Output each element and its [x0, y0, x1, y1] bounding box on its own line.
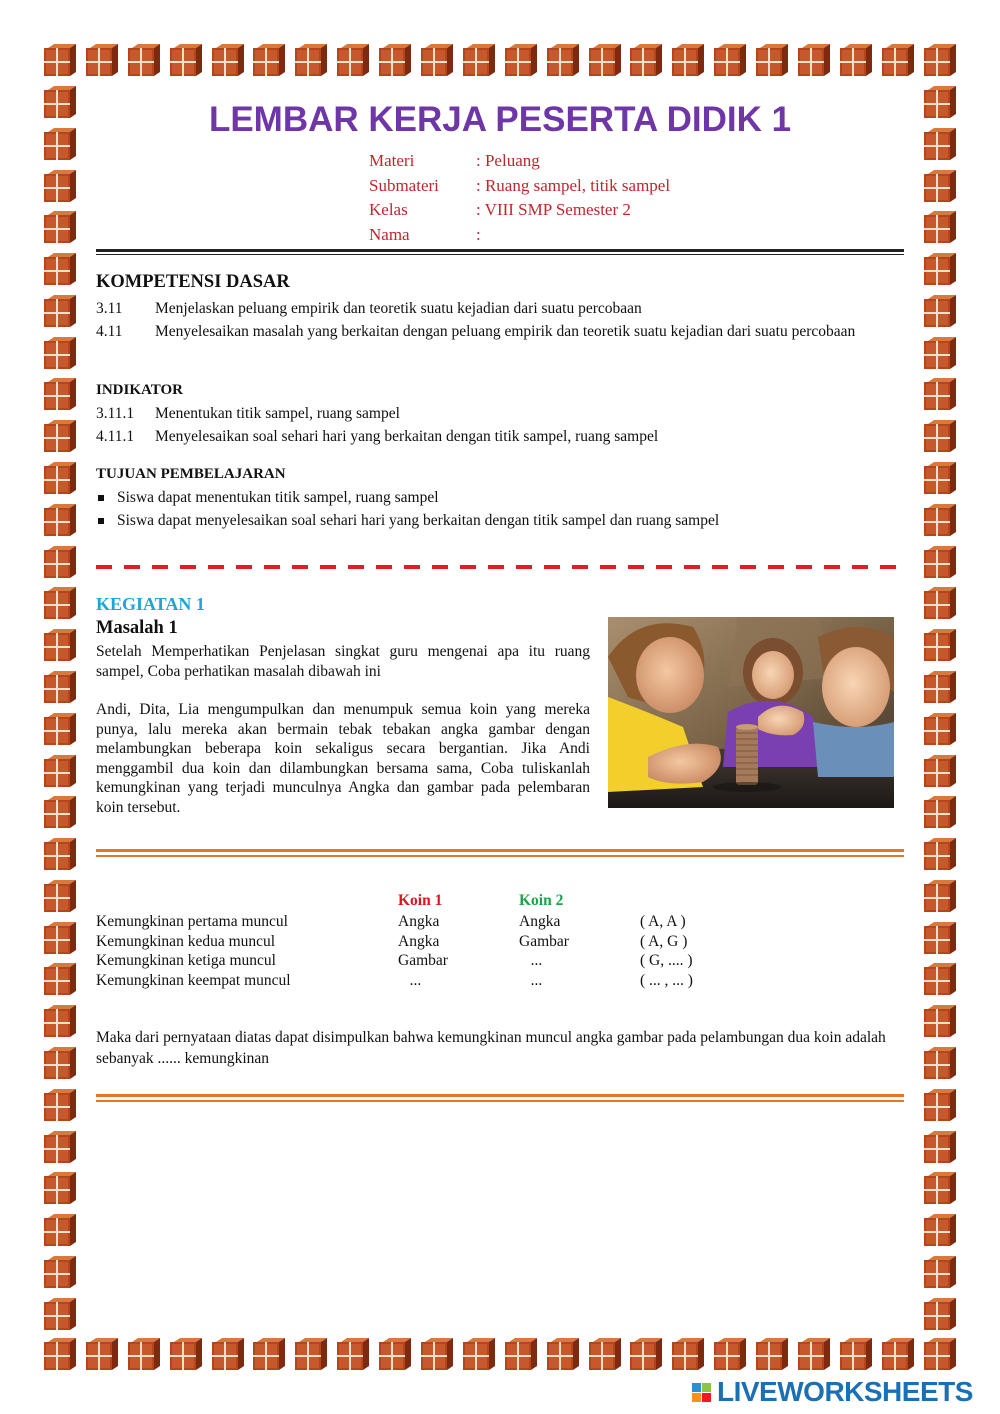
crate-border-icon — [44, 1298, 76, 1330]
koin1-value: Angka — [398, 932, 440, 950]
crate-border-icon — [924, 211, 956, 243]
crate-border-icon — [924, 1047, 956, 1079]
crate-border-icon — [44, 420, 76, 452]
crate-border-icon — [924, 504, 956, 536]
meta-row-submateri — [369, 174, 670, 199]
crate-border-icon — [714, 1338, 746, 1370]
kompetensi-item — [96, 298, 904, 321]
crate-border-icon — [44, 170, 76, 202]
crate-border-icon — [924, 1089, 956, 1121]
crate-border-icon — [253, 1338, 285, 1370]
crate-border-icon — [44, 880, 76, 912]
crate-border-icon — [505, 44, 537, 76]
crate-border-icon — [505, 1338, 537, 1370]
crate-border-icon — [924, 253, 956, 285]
orange-divider — [96, 849, 904, 857]
liveworksheets-logo-icon — [692, 1383, 711, 1402]
crate-border-icon — [924, 1256, 956, 1288]
kompetensi-heading: KOMPETENSI DASAR — [96, 272, 290, 292]
crate-border-icon — [672, 1338, 704, 1370]
koin2-value: Gambar — [519, 932, 569, 950]
crate-border-icon — [44, 1047, 76, 1079]
crate-border-icon — [924, 671, 956, 703]
bullet-icon — [98, 495, 104, 501]
crate-border-icon — [44, 1214, 76, 1246]
crate-border-icon — [44, 1089, 76, 1121]
koin2-blank[interactable]: ... — [519, 952, 543, 969]
crate-border-icon — [44, 671, 76, 703]
crate-border-icon — [44, 629, 76, 661]
crate-border-icon — [924, 1172, 956, 1204]
crate-border-icon — [714, 44, 746, 76]
crate-border-icon — [295, 1338, 327, 1370]
crate-border-icon — [924, 1338, 956, 1370]
row-label: Kemungkinan pertama muncul — [96, 913, 288, 930]
koin1-header: Koin 1 — [398, 892, 443, 909]
crate-border-icon — [44, 546, 76, 578]
meta-block — [369, 149, 670, 247]
crate-border-icon — [44, 922, 76, 954]
bullet-icon — [98, 518, 104, 524]
crate-border-icon — [44, 44, 76, 76]
crate-border-icon — [547, 44, 579, 76]
meta-value: : Peluang — [476, 151, 540, 170]
outcome-pair: ( A, A ) — [640, 913, 686, 930]
tujuan-text: Siswa dapat menentukan titik sampel, ruang sampel — [117, 489, 439, 506]
kegiatan-heading: KEGIATAN 1 — [96, 594, 205, 614]
crate-border-icon — [44, 587, 76, 619]
right-crate-border — [924, 86, 956, 1330]
crate-border-icon — [589, 1338, 621, 1370]
tujuan-text: Siswa dapat menyelesaikan soal sehari hari yang berkaitan dengan titik sampel dan ruang sampel — [117, 511, 720, 529]
crate-border-icon — [44, 1131, 76, 1163]
kompetensi-list — [96, 298, 904, 343]
outcome-pair-blank[interactable]: ( G, .... ) — [640, 952, 693, 969]
crate-border-icon — [924, 420, 956, 452]
liveworksheets-watermark — [692, 1376, 973, 1408]
kompetensi-number: 4.11 — [96, 322, 123, 340]
tujuan-item — [96, 487, 719, 510]
meta-value: : Ruang sampel, titik sampel — [476, 175, 671, 195]
table-row — [96, 932, 720, 952]
crate-border-icon — [86, 44, 118, 76]
crate-border-icon — [924, 838, 956, 870]
kompetensi-text: Menjelaskan peluang empirik dan teoretik suatu kejadian dari suatu percobaan — [155, 300, 642, 317]
table-row — [96, 971, 720, 991]
crate-border-icon — [421, 1338, 453, 1370]
crate-border-icon — [672, 44, 704, 76]
crate-border-icon — [44, 378, 76, 410]
crate-border-icon — [924, 378, 956, 410]
koin1-value: Angka — [398, 913, 440, 930]
crate-border-icon — [924, 44, 956, 76]
tujuan-item — [96, 510, 719, 533]
crate-border-icon — [630, 1338, 662, 1370]
crate-border-icon — [44, 1172, 76, 1204]
crate-border-icon — [44, 504, 76, 536]
meta-key: Kelas — [369, 200, 408, 219]
kompetensi-text: Menyelesaikan masalah yang berkaitan dengan peluang empirik dan teoretik suatu kejadian dari suatu percobaan — [155, 322, 856, 340]
meta-value: : — [476, 224, 481, 244]
crate-border-icon — [463, 1338, 495, 1370]
crate-border-icon — [253, 44, 285, 76]
crate-border-icon — [170, 1338, 202, 1370]
crate-border-icon — [924, 1005, 956, 1037]
crate-border-icon — [589, 44, 621, 76]
crate-border-icon — [44, 211, 76, 243]
indikator-text: Menyelesaikan soal sehari hari yang berkaitan dengan titik sampel, ruang sampel — [155, 427, 659, 445]
children-coins-photo — [608, 617, 894, 808]
crate-border-icon — [840, 1338, 872, 1370]
crate-border-icon — [924, 170, 956, 202]
meta-value: : VIII SMP Semester 2 — [476, 200, 631, 219]
crate-border-icon — [798, 44, 830, 76]
dashed-divider — [96, 565, 904, 569]
indikator-number: 3.11.1 — [96, 405, 135, 422]
koin1-blank[interactable]: ... — [398, 971, 422, 989]
koin1-value: Gambar — [398, 952, 448, 969]
table-row — [96, 951, 720, 971]
top-crate-border — [44, 44, 956, 76]
crate-border-icon — [128, 44, 160, 76]
crate-border-icon — [44, 253, 76, 285]
crate-border-icon — [379, 1338, 411, 1370]
koin2-header: Koin 2 — [519, 892, 564, 909]
indikator-heading: INDIKATOR — [96, 382, 183, 398]
left-crate-border — [44, 86, 76, 1330]
crate-border-icon — [924, 796, 956, 828]
crate-border-icon — [547, 1338, 579, 1370]
crate-border-icon — [924, 629, 956, 661]
indikator-text: Menentukan titik sampel, ruang sampel — [155, 405, 400, 422]
crate-border-icon — [798, 1338, 830, 1370]
crate-border-icon — [44, 1005, 76, 1037]
crate-border-icon — [924, 1214, 956, 1246]
outcome-pair: ( A, G ) — [640, 932, 688, 950]
crate-border-icon — [840, 44, 872, 76]
crate-border-icon — [44, 295, 76, 327]
crate-border-icon — [421, 44, 453, 76]
crate-border-icon — [924, 880, 956, 912]
kegiatan-intro: Setelah Memperhatikan Penjelasan singkat guru mengenai apa itu ruang sampel, Coba perhatikan masalah dibawah ini — [96, 643, 590, 680]
tujuan-list — [96, 487, 719, 532]
crate-border-icon — [924, 963, 956, 995]
crate-border-icon — [379, 44, 411, 76]
crate-border-icon — [756, 1338, 788, 1370]
crate-border-icon — [882, 1338, 914, 1370]
crate-border-icon — [44, 713, 76, 745]
header-divider — [96, 249, 904, 255]
bottom-crate-border — [44, 1338, 956, 1370]
meta-row-nama — [369, 223, 670, 248]
meta-key: Materi — [369, 151, 415, 170]
crate-border-icon — [337, 1338, 369, 1370]
crate-border-icon — [924, 1131, 956, 1163]
crate-border-icon — [924, 295, 956, 327]
crate-border-icon — [924, 546, 956, 578]
crate-border-icon — [924, 922, 956, 954]
indikator-list — [96, 403, 658, 448]
crate-border-icon — [924, 462, 956, 494]
crate-border-icon — [882, 44, 914, 76]
row-label: Kemungkinan keempat muncul — [96, 971, 291, 989]
crate-border-icon — [44, 963, 76, 995]
table-row — [96, 912, 720, 932]
koin2-value: Angka — [519, 913, 561, 930]
row-label: Kemungkinan ketiga muncul — [96, 952, 276, 969]
crate-border-icon — [44, 755, 76, 787]
crate-border-icon — [924, 1298, 956, 1330]
conclusion-text: Maka dari pernyataan diatas dapat disimpulkan bahwa kemungkinan muncul angka gambar pada pelambungan dua koin adalah sebanyak ...... kemungkinan — [96, 1029, 886, 1067]
crate-border-icon — [924, 755, 956, 787]
outcome-table — [96, 912, 720, 990]
meta-row-materi — [369, 149, 670, 174]
crate-border-icon — [212, 1338, 244, 1370]
indikator-number: 4.11.1 — [96, 427, 135, 445]
crate-border-icon — [44, 462, 76, 494]
indikator-item — [96, 403, 658, 426]
kompetensi-item — [96, 321, 904, 344]
watermark-text: LIVEWORKSHEETS — [717, 1376, 973, 1407]
crate-border-icon — [212, 44, 244, 76]
crate-border-icon — [128, 1338, 160, 1370]
crate-border-icon — [44, 1338, 76, 1370]
crate-border-icon — [924, 713, 956, 745]
masalah-heading: Masalah 1 — [96, 618, 178, 638]
crate-border-icon — [295, 44, 327, 76]
indikator-item — [96, 426, 658, 449]
row-label: Kemungkinan kedua muncul — [96, 932, 276, 950]
orange-divider-bottom — [96, 1094, 904, 1102]
kompetensi-number: 3.11 — [96, 300, 123, 317]
crate-border-icon — [924, 587, 956, 619]
outcome-pair-blank[interactable]: ( ... , ... ) — [640, 971, 693, 989]
crate-border-icon — [44, 1256, 76, 1288]
koin2-blank[interactable]: ... — [519, 971, 543, 989]
tujuan-heading: TUJUAN PEMBELAJARAN — [96, 466, 286, 482]
worksheet-title: LEMBAR KERJA PESERTA DIDIK 1 — [208, 100, 792, 139]
meta-key: Nama — [369, 224, 410, 244]
crate-border-icon — [44, 796, 76, 828]
crate-border-icon — [337, 44, 369, 76]
crate-border-icon — [44, 838, 76, 870]
crate-border-icon — [463, 44, 495, 76]
crate-border-icon — [756, 44, 788, 76]
crate-border-icon — [630, 44, 662, 76]
crate-border-icon — [44, 337, 76, 369]
meta-row-kelas — [369, 198, 670, 223]
crate-border-icon — [924, 337, 956, 369]
crate-border-icon — [170, 44, 202, 76]
kegiatan-problem: Andi, Dita, Lia mengumpulkan dan menumpuk semua koin yang mereka punya, lalu mereka akan bermain tebak tebakan angka gambar dengan melambungkan beberapa koin sekaligus secara bergantian. Jika Andi menggambil dua koin dan dilambungkan bersama sama, Coba tuliskanlah kemungkinan yang terjadi munculnya Angka dan gambar pada pelembaran koin tersebut. — [96, 701, 590, 816]
meta-key: Submateri — [369, 175, 439, 195]
crate-border-icon — [86, 1338, 118, 1370]
